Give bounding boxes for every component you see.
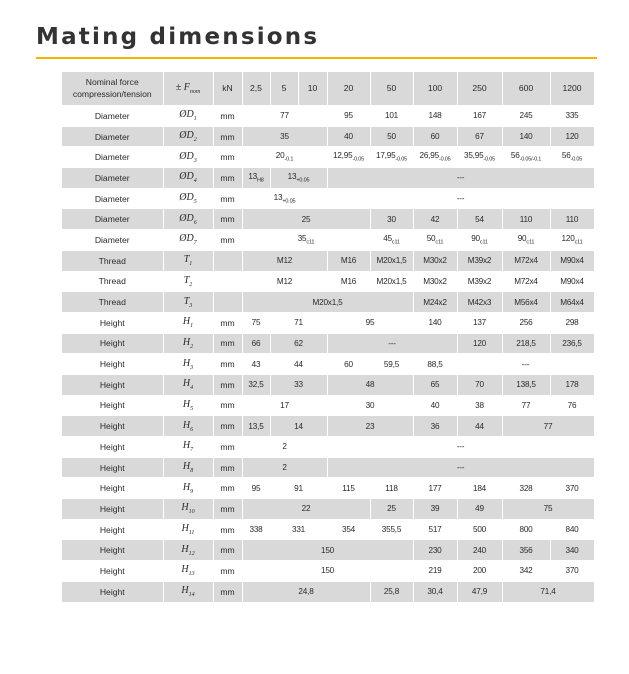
value-cell: 24,8	[242, 581, 370, 602]
value-cell: 200	[457, 561, 502, 582]
row-unit: mm	[213, 333, 242, 354]
value-cell: 177	[413, 478, 457, 499]
row-symbol: $ØD_2$	[163, 126, 213, 147]
value-cell: ---	[327, 457, 594, 478]
value-cell: M64x4	[550, 292, 594, 313]
value-cell: 2	[242, 457, 327, 478]
value-cell: 150	[242, 540, 413, 561]
table-row	[62, 499, 594, 520]
tolerance: +0.05	[296, 177, 310, 184]
table-row	[62, 561, 594, 582]
value-cell: 17	[242, 395, 327, 416]
value-cell: 110	[550, 209, 594, 230]
row-symbol: $H_{12}$	[163, 540, 213, 561]
row-unit: mm	[213, 457, 242, 478]
row-symbol: $ØD_4$	[163, 168, 213, 189]
row-unit: mm	[213, 106, 242, 127]
value-cell: 30	[370, 209, 413, 230]
table-row	[62, 519, 594, 540]
row-symbol: $H_3$	[163, 354, 213, 375]
row-label: Height	[62, 437, 163, 458]
value-cell: 77	[502, 395, 550, 416]
value-cell: $20_{-0.1}$	[242, 147, 327, 168]
table-row	[62, 354, 594, 375]
table-row	[62, 416, 594, 437]
row-label: Height	[62, 540, 163, 561]
value-cell: 71,4	[502, 581, 594, 602]
row-unit	[213, 250, 242, 271]
row-symbol: $ØD_7$	[163, 230, 213, 251]
row-symbol: $H_{13}$	[163, 561, 213, 582]
value-cell: 25	[370, 499, 413, 520]
header-value: 1200	[550, 72, 594, 106]
row-unit: mm	[213, 209, 242, 230]
value-cell: M20x1,5	[242, 292, 413, 313]
value-cell: $35_{c11}$	[242, 230, 370, 251]
value-cell: 60	[327, 354, 370, 375]
tolerance: -0.1	[284, 157, 294, 164]
row-unit: mm	[213, 168, 242, 189]
value-cell: 54	[457, 209, 502, 230]
row-symbol: $ØD_1$	[163, 106, 213, 127]
header-value: 20	[327, 72, 370, 106]
value-cell: 218,5	[502, 333, 550, 354]
value-cell: ---	[457, 354, 594, 375]
table-row	[62, 230, 594, 251]
row-symbol: $H_{10}$	[163, 499, 213, 520]
row-unit: mm	[213, 478, 242, 499]
value-cell: 370	[550, 478, 594, 499]
row-label: Height	[62, 354, 163, 375]
row-label: Diameter	[62, 209, 163, 230]
value-cell: 138,5	[502, 374, 550, 395]
value-cell: ---	[327, 437, 594, 458]
row-unit: mm	[213, 354, 242, 375]
row-label: Height	[62, 416, 163, 437]
value-cell: 77	[242, 106, 327, 127]
row-label: Diameter	[62, 126, 163, 147]
value-cell: 47,9	[457, 581, 502, 602]
value-cell: 219	[413, 561, 457, 582]
row-symbol: $H_{11}$	[163, 519, 213, 540]
table-row	[62, 188, 594, 209]
value-cell: 40	[413, 395, 457, 416]
tolerance: -0.05	[438, 157, 451, 164]
value-cell: M12	[242, 250, 327, 271]
value-cell: $35,95_{-0.05}$	[457, 147, 502, 168]
tolerance: H8	[257, 177, 264, 184]
row-label: Diameter	[62, 168, 163, 189]
table-row	[62, 457, 594, 478]
value-cell: 50	[370, 126, 413, 147]
row-label: Height	[62, 333, 163, 354]
value-cell: 35	[242, 126, 327, 147]
row-label: Height	[62, 312, 163, 333]
row-symbol: $T_2$	[163, 271, 213, 292]
header-value: 250	[457, 72, 502, 106]
value-cell: ---	[327, 188, 594, 209]
value-cell: $26,95_{-0.05}$	[413, 147, 457, 168]
value-cell: 30,4	[413, 581, 457, 602]
tolerance: c11	[574, 239, 583, 246]
value-cell: $50_{c11}$	[413, 230, 457, 251]
value-cell: 120	[457, 333, 502, 354]
row-symbol: $ØD_5$	[163, 188, 213, 209]
tolerance: -0.05/-0.1	[519, 157, 542, 164]
row-unit: mm	[213, 416, 242, 437]
tolerance: c11	[479, 239, 488, 246]
header-label-line1: Nominal force	[85, 76, 139, 87]
value-cell: 137	[457, 312, 502, 333]
value-cell: 840	[550, 519, 594, 540]
value-cell: 298	[550, 312, 594, 333]
value-cell: 167	[457, 106, 502, 127]
value-cell: 500	[457, 519, 502, 540]
page-title: Mating dimensions	[36, 24, 320, 50]
value-cell: 30	[327, 395, 413, 416]
value-cell: 91	[270, 478, 327, 499]
value-cell: 340	[550, 540, 594, 561]
row-symbol: $H_1$	[163, 312, 213, 333]
value-cell: 184	[457, 478, 502, 499]
table-row	[62, 478, 594, 499]
value-cell: 335	[550, 106, 594, 127]
value-cell: M24x2	[413, 292, 457, 313]
table-row	[62, 437, 594, 458]
tolerance: +0.05	[282, 198, 296, 205]
tolerance: -0.05	[352, 157, 365, 164]
row-unit: mm	[213, 230, 242, 251]
table-row	[62, 106, 594, 127]
tolerance: c11	[435, 239, 444, 246]
tolerance: c11	[306, 239, 315, 246]
value-cell: 800	[502, 519, 550, 540]
value-cell: 13,5	[242, 416, 270, 437]
header-value: 10	[298, 72, 327, 106]
row-label: Height	[62, 499, 163, 520]
value-cell: 71	[270, 312, 327, 333]
row-unit: mm	[213, 395, 242, 416]
mating-dimensions-table	[62, 72, 595, 603]
header-symbol: ± $F_{nom}$	[163, 72, 213, 106]
row-label: Thread	[62, 292, 163, 313]
value-cell: M30x2	[413, 271, 457, 292]
header-value: 2,5	[242, 72, 270, 106]
value-cell: 355,5	[370, 519, 413, 540]
value-cell: M20x1,5	[370, 271, 413, 292]
value-cell: 245	[502, 106, 550, 127]
value-cell: 95	[327, 312, 413, 333]
header-unit: kN	[213, 72, 242, 106]
value-cell: M30x2	[413, 250, 457, 271]
table-row	[62, 395, 594, 416]
row-unit: mm	[213, 581, 242, 602]
row-label: Thread	[62, 250, 163, 271]
value-cell: $17,95_{-0.05}$	[370, 147, 413, 168]
table-row	[62, 271, 594, 292]
value-cell: M56x4	[502, 292, 550, 313]
title-underline	[36, 57, 597, 59]
value-cell: 95	[242, 478, 270, 499]
row-symbol: $H_9$	[163, 478, 213, 499]
value-cell: 328	[502, 478, 550, 499]
row-label: Thread	[62, 271, 163, 292]
table-row	[62, 292, 594, 313]
header-nominal-force-label	[62, 72, 163, 106]
row-label: Height	[62, 374, 163, 395]
value-cell: 178	[550, 374, 594, 395]
header-value: 100	[413, 72, 457, 106]
tolerance: c11	[391, 239, 400, 246]
tolerance: -0.05	[395, 157, 408, 164]
value-cell: 42	[413, 209, 457, 230]
table-row	[62, 250, 594, 271]
value-cell: M20x1,5	[370, 250, 413, 271]
value-cell: 25	[242, 209, 370, 230]
value-cell: 101	[370, 106, 413, 127]
header-value: 5	[270, 72, 298, 106]
value-cell: 338	[242, 519, 270, 540]
row-unit	[213, 292, 242, 313]
tolerance: -0.05	[483, 157, 496, 164]
tolerance: -0.05	[570, 157, 583, 164]
value-cell: 120	[550, 126, 594, 147]
value-cell: $56_{-0.05}$	[550, 147, 594, 168]
value-cell: 14	[270, 416, 327, 437]
value-cell: ---	[327, 168, 594, 189]
value-cell: M16	[327, 250, 370, 271]
value-cell: 25,8	[370, 581, 413, 602]
value-cell: 88,5	[413, 354, 457, 375]
value-cell: 256	[502, 312, 550, 333]
row-label: Height	[62, 581, 163, 602]
value-cell: 75	[242, 312, 270, 333]
value-cell: $13_{+0.05}$	[242, 188, 327, 209]
row-label: Diameter	[62, 230, 163, 251]
value-cell: $13_{+0.05}$	[270, 168, 327, 189]
value-cell: M90x4	[550, 271, 594, 292]
value-cell: 60	[413, 126, 457, 147]
value-cell: $90_{c11}$	[457, 230, 502, 251]
value-cell: 22	[242, 499, 370, 520]
row-label: Diameter	[62, 106, 163, 127]
value-cell: 75	[502, 499, 594, 520]
value-cell: 2	[242, 437, 327, 458]
value-cell: 38	[457, 395, 502, 416]
value-cell: $13_{H8}$	[242, 168, 270, 189]
row-symbol: $H_2$	[163, 333, 213, 354]
value-cell: M72x4	[502, 250, 550, 271]
header-row	[62, 72, 594, 106]
tolerance: c11	[526, 239, 535, 246]
row-label: Height	[62, 561, 163, 582]
value-cell: M12	[242, 271, 327, 292]
header-label-line2: compression/tension	[72, 88, 152, 99]
value-cell: 48	[327, 374, 413, 395]
value-cell: 36	[413, 416, 457, 437]
value-cell: $90_{c11}$	[502, 230, 550, 251]
row-unit: mm	[213, 437, 242, 458]
row-unit: mm	[213, 540, 242, 561]
value-cell: 354	[327, 519, 370, 540]
row-unit: mm	[213, 519, 242, 540]
value-cell: 77	[502, 416, 594, 437]
value-cell: 44	[457, 416, 502, 437]
row-symbol: $H_7$	[163, 437, 213, 458]
table-row	[62, 374, 594, 395]
row-label: Height	[62, 478, 163, 499]
row-symbol: $H_5$	[163, 395, 213, 416]
table-row	[62, 333, 594, 354]
row-unit: mm	[213, 126, 242, 147]
value-cell: 370	[550, 561, 594, 582]
value-cell: M42x3	[457, 292, 502, 313]
row-unit: mm	[213, 499, 242, 520]
row-label: Height	[62, 395, 163, 416]
value-cell: 66	[242, 333, 270, 354]
value-cell: 517	[413, 519, 457, 540]
value-cell: 23	[327, 416, 413, 437]
row-symbol: $T_1$	[163, 250, 213, 271]
value-cell: M90x4	[550, 250, 594, 271]
value-cell: 140	[502, 126, 550, 147]
value-cell: M16	[327, 271, 370, 292]
value-cell: $120_{c11}$	[550, 230, 594, 251]
value-cell: 44	[270, 354, 327, 375]
value-cell: 140	[413, 312, 457, 333]
value-cell: 356	[502, 540, 550, 561]
value-cell: 76	[550, 395, 594, 416]
value-cell: $12,95_{-0.05}$	[327, 147, 370, 168]
row-symbol: $H_6$	[163, 416, 213, 437]
value-cell: $56_{-0.05/-0.1}$	[502, 147, 550, 168]
value-cell: 33	[270, 374, 327, 395]
value-cell: 236,5	[550, 333, 594, 354]
row-label: Diameter	[62, 147, 163, 168]
value-cell: 59,5	[370, 354, 413, 375]
value-cell: ---	[327, 333, 457, 354]
table-row	[62, 581, 594, 602]
row-symbol: $H_8$	[163, 457, 213, 478]
row-symbol: $H_{14}$	[163, 581, 213, 602]
value-cell: 43	[242, 354, 270, 375]
value-cell: M39x2	[457, 271, 502, 292]
value-cell: 342	[502, 561, 550, 582]
value-cell: 110	[502, 209, 550, 230]
value-cell: 150	[242, 561, 413, 582]
row-label: Height	[62, 457, 163, 478]
row-symbol: $ØD_6$	[163, 209, 213, 230]
value-cell: M72x4	[502, 271, 550, 292]
value-cell: 40	[327, 126, 370, 147]
row-symbol: $ØD_3$	[163, 147, 213, 168]
value-cell: 67	[457, 126, 502, 147]
row-unit: mm	[213, 188, 242, 209]
value-cell: 148	[413, 106, 457, 127]
row-unit: mm	[213, 147, 242, 168]
table-row	[62, 126, 594, 147]
value-cell: 118	[370, 478, 413, 499]
value-cell: $45_{c11}$	[370, 230, 413, 251]
row-unit	[213, 271, 242, 292]
row-symbol: $T_3$	[163, 292, 213, 313]
value-cell: 331	[270, 519, 327, 540]
value-cell: 240	[457, 540, 502, 561]
table-row	[62, 312, 594, 333]
header-value: 50	[370, 72, 413, 106]
row-symbol: $H_4$	[163, 374, 213, 395]
value-cell: 32,5	[242, 374, 270, 395]
row-unit: mm	[213, 312, 242, 333]
value-cell: 70	[457, 374, 502, 395]
table-row	[62, 540, 594, 561]
row-unit: mm	[213, 561, 242, 582]
row-label: Height	[62, 519, 163, 540]
row-unit: mm	[213, 374, 242, 395]
table-row	[62, 168, 594, 189]
value-cell: 49	[457, 499, 502, 520]
row-label: Diameter	[62, 188, 163, 209]
value-cell: 39	[413, 499, 457, 520]
value-cell: 65	[413, 374, 457, 395]
value-cell: 62	[270, 333, 327, 354]
value-cell: 115	[327, 478, 370, 499]
value-cell: 95	[327, 106, 370, 127]
table-row	[62, 147, 594, 168]
value-cell: 230	[413, 540, 457, 561]
table-row	[62, 209, 594, 230]
header-value: 600	[502, 72, 550, 106]
value-cell: M39x2	[457, 250, 502, 271]
